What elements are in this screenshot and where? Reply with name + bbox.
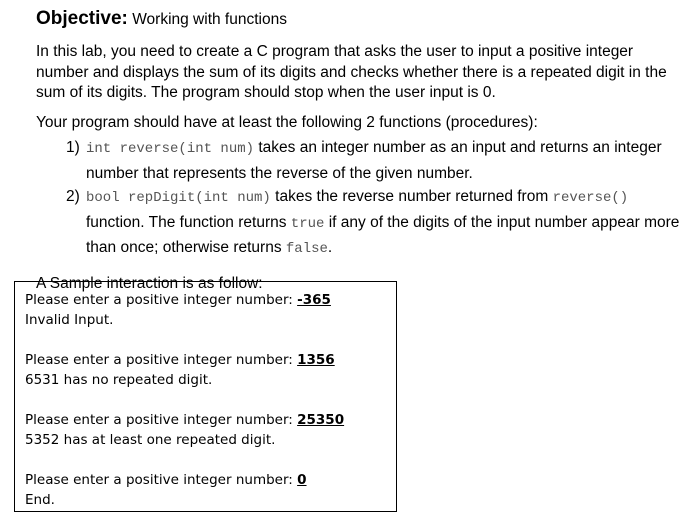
prompt-text: Please enter a positive integer number: <box>25 472 298 488</box>
function-number: 2) <box>66 188 80 205</box>
prompt-line <box>25 290 386 310</box>
function-description: takes an integer number as an input and returns an integer number that represents the reverse of the given number. <box>86 139 662 182</box>
output-line: 5352 has at least one repeated digit. <box>25 432 276 448</box>
interaction-group <box>25 350 386 390</box>
output-line: Invalid Input. <box>25 312 114 328</box>
interaction-group <box>25 470 386 510</box>
function-description-part3: if any of the digits of the input number appear more than once; otherwise returns <box>86 213 680 256</box>
requirements-paragraph: Your program should have at least the following 2 functions (procedures): <box>36 113 538 131</box>
false-keyword: false <box>285 241 328 257</box>
function-signature: bool repDigit(int num) <box>86 190 271 206</box>
interaction-group <box>25 290 386 330</box>
objective-label: Objective: <box>36 8 128 29</box>
function-item-repdigit <box>36 185 684 262</box>
sentence-end: . <box>327 239 333 256</box>
prompt-line <box>25 350 386 370</box>
function-item-reverse <box>36 136 684 185</box>
sample-interaction-box <box>14 281 397 512</box>
function-description-part2: function. The function returns <box>86 213 287 231</box>
true-keyword: true <box>290 215 325 232</box>
objective-text: Working with functions <box>132 11 287 28</box>
user-input: 0 <box>297 472 307 488</box>
intro-paragraph: In this lab, you need to create a C program that asks the user to input a positive integer number and displays the sum of its digits and checks whether there is a repeated digit in the sum of its digits. The program should stop when the user input is 0. <box>36 43 667 101</box>
prompt-line <box>25 470 386 490</box>
prompt-text: Please enter a positive integer number: <box>25 412 298 428</box>
function-number: 1) <box>66 139 80 156</box>
prompt-text: Please enter a positive integer number: <box>25 352 298 368</box>
prompt-line <box>25 410 386 430</box>
user-input: 25350 <box>297 412 345 428</box>
output-line: 6531 has no repeated digit. <box>25 372 213 388</box>
prompt-text: Please enter a positive integer number: <box>25 292 298 308</box>
function-description-part1: takes the reverse number returned from <box>275 188 549 205</box>
user-input: -365 <box>297 292 331 308</box>
user-input: 1356 <box>297 352 335 368</box>
function-ref: reverse() <box>552 190 629 206</box>
objective-line <box>36 8 684 31</box>
sample-title: A Sample interaction is as follow: <box>36 274 263 292</box>
function-list <box>36 136 684 262</box>
interaction-group <box>25 410 386 450</box>
output-line: End. <box>25 492 55 508</box>
function-signature: int reverse(int num) <box>86 141 255 157</box>
document-page <box>36 8 684 294</box>
